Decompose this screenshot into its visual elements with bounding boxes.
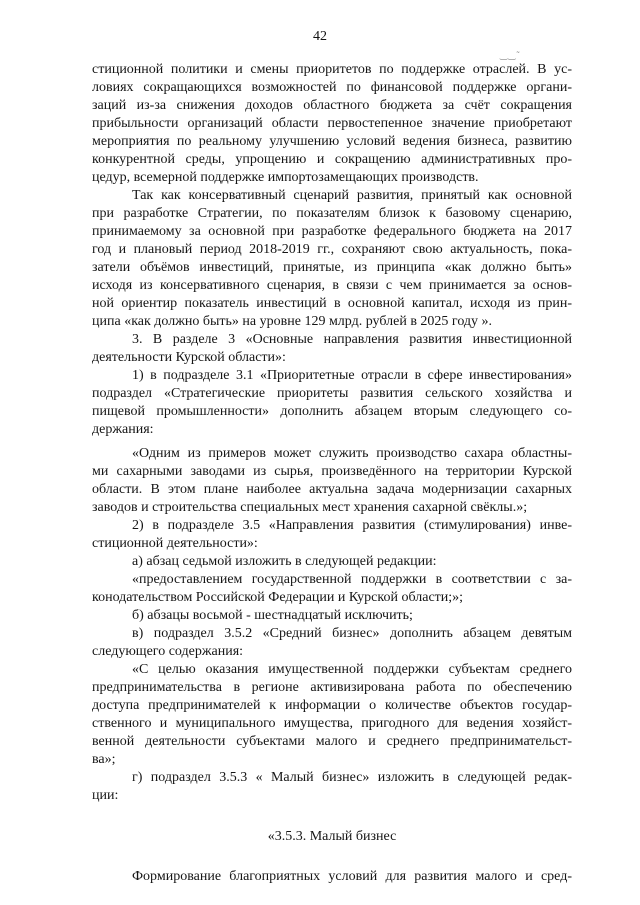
text-line: заводов и строительства специальных мест хранения сахарной свёклы.»;: [92, 500, 528, 515]
page-number: 42: [313, 29, 327, 44]
text-line: в) подраздел 3.5.2 «Средний бизнес» дополнить абзацем девятым: [132, 626, 572, 641]
text-line: стиционной политики и смены приоритетов по поддержке отраслей. В ус-: [92, 62, 572, 77]
text-line: Так как консервативный сценарий развития, принятый как основной: [132, 188, 572, 203]
text-line: г) подраздел 3.5.3 « Малый бизнес» изложить в следующей редак-: [132, 770, 572, 785]
text-line: затели объёмов инвестиций, принятые, из принципа «как должно быть»: [92, 260, 572, 275]
text-line: ной ориентир показатель инвестиций в основной капитал, исходя из прин-: [92, 296, 572, 311]
text-line: подраздел «Стратегические приоритеты развития сельского хозяйства и: [92, 386, 572, 401]
text-line: держания:: [92, 422, 154, 437]
text-line: 2) в подразделе 3.5 «Направления развития (стимулирования) инве-: [132, 518, 572, 533]
text-line: 3. В разделе 3 «Основные направления развития инвестиционной: [132, 332, 572, 347]
text-line: цедур, всемерной поддержке импортозамещающих производств.: [92, 170, 479, 185]
text-line: пищевой промышленности» дополнить абзацем вторым следующего со-: [92, 404, 572, 419]
text-line: области. В этом плане наиболее актуальна задача модернизации сахарных: [92, 482, 572, 497]
text-line: «С целью оказания имущественной поддержки субъектам среднего: [132, 662, 572, 677]
text-line: при разработке Стратегии, по показателям близок к базовому сценарию,: [92, 206, 572, 221]
text-line: ственного и муниципального имущества, пригодного для ведения хозяйст-: [92, 716, 572, 731]
text-line: год и плановый период 2018-2019 гг., сохраняют свою актуальность, пока-: [92, 242, 572, 257]
text-line: 1) в подразделе 3.1 «Приоритетные отрасли в сфере инвестирования»: [132, 368, 572, 383]
text-line: деятельности Курской области»:: [92, 350, 286, 365]
text-line: предпринимательства в регионе активизирована работа по обеспечению: [92, 680, 572, 695]
text-line: прибыльности организаций области первостепенное значение приобретают: [92, 116, 572, 131]
text-line: венной деятельности субъектами малого и среднего предпринимательст-: [92, 734, 572, 749]
text-line: «3.5.3. Малый бизнес: [267, 829, 397, 844]
text-line: принимаемому за основной при разработке федерального бюджета на 2017: [92, 224, 572, 239]
text-line: ции:: [92, 788, 119, 803]
text-line: «Одним из примеров может служить производство сахара областны-: [132, 446, 572, 461]
text-line: доступа предпринимателей к информации о количестве объектов государ-: [92, 698, 572, 713]
text-line: ми сахарными заводами из сырья, произведённого на территории Курской: [92, 464, 572, 479]
handwritten-mark: ‿‿˜: [500, 50, 521, 60]
text-line: конодательством Российской Федерации и Курской области;»;: [92, 590, 464, 605]
text-line: конкурентной среды, упрощению и сокращению административных про-: [92, 152, 572, 167]
text-line: ва»;: [92, 752, 116, 767]
text-line: исходя из консервативного сценария, в связи с чем принимается за основ-: [92, 278, 572, 293]
text-line: а) абзац седьмой изложить в следующей редакции:: [132, 554, 437, 569]
text-line: мероприятия по реальному улучшению условий ведения бизнеса, развитию: [92, 134, 572, 149]
text-line: заций из-за снижения доходов областного бюджета за счёт сокращения: [92, 98, 572, 113]
text-line: ловиях сокращающихся возможностей по финансовой поддержке органи-: [92, 80, 572, 95]
text-line: ципа «как должно быть» на уровне 129 млрд. рублей в 2025 году ».: [92, 314, 493, 329]
text-line: стиционной деятельности»:: [92, 536, 258, 551]
text-line: б) абзацы восьмой - шестнадцатый исключить;: [132, 608, 413, 623]
text-line: следующего содержания:: [92, 644, 244, 659]
text-line: Формирование благоприятных условий для развития малого и сред-: [132, 869, 572, 884]
text-line: «предоставлением государственной поддержки в соответствии с за-: [132, 572, 572, 587]
